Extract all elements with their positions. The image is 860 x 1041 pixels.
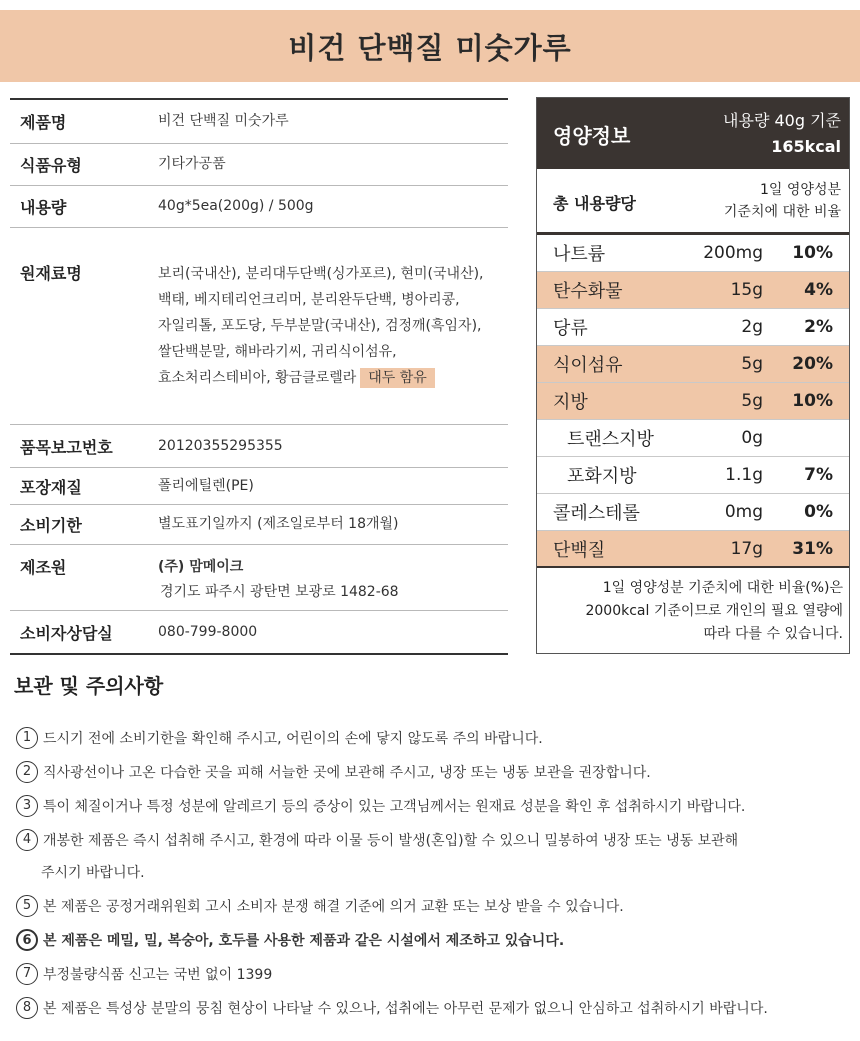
nutrient-pct: 10% (792, 391, 833, 411)
nutrient-name: 콜레스테롤 (553, 503, 640, 524)
ingredients-line: 보리(국내산), 분리대두단백(싱가포르), 현미(국내산), (158, 266, 484, 282)
info-row-expiry (10, 505, 508, 545)
note-text: 본 제품은 메밀, 밀, 복숭아, 호두를 사용한 제품과 같은 시설에서 제조하고 있습니다. (43, 933, 565, 949)
nutrient-row (537, 309, 849, 346)
nutrient-row (537, 383, 849, 420)
info-label: 포장재질 (20, 477, 82, 497)
note-item (16, 993, 846, 1025)
nutrient-name: 트랜스지방 (567, 429, 654, 450)
nutrition-subheader (537, 169, 849, 235)
note-text-line: 주시기 바랍니다. (41, 865, 145, 881)
note-text (43, 825, 846, 889)
info-label: 소비기한 (20, 516, 82, 535)
nutrient-name: 나트륨 (553, 244, 606, 265)
nutrient-row (537, 531, 849, 568)
info-value: 40g*5ea(200g) / 500g (158, 198, 314, 214)
info-value: 080-799-8000 (158, 623, 258, 640)
ingredients-value (158, 261, 508, 391)
note-item (16, 791, 846, 823)
nutrient-name: 지방 (553, 392, 588, 413)
info-label: 제조원 (20, 558, 67, 577)
nutrition-amount (723, 108, 841, 160)
nutrient-pct: 0% (804, 502, 833, 522)
ingredients-line: 백태, 베지테리언크리머, 분리완두단백, 병아리콩, (158, 292, 460, 308)
info-row-type (10, 144, 508, 186)
nutrition-panel (536, 97, 850, 654)
note-text-line: 개봉한 제품은 즉시 섭취해 주시고, 환경에 따라 이물 등이 발생(혼입)할 수 있으니 밀봉하여 냉장 또는 냉동 보관해 (43, 833, 739, 849)
note-item (16, 959, 846, 991)
nutrient-row (537, 457, 849, 494)
info-value: 20120355295355 (158, 437, 283, 454)
info-value: 폴리에틸렌(PE) (158, 477, 254, 494)
nutrient-qty: 0mg (724, 502, 763, 522)
ingredients-line (158, 365, 508, 391)
footnote-line: 2000kcal 기준이므로 개인의 필요 열량에 (585, 603, 843, 619)
info-value: 별도표기일까지 (제조일로부터 18개월) (158, 516, 399, 532)
nutrient-qty: 5g (741, 354, 763, 374)
info-value: 비건 단백질 미숫가루 (158, 113, 289, 129)
nutrient-pct: 20% (792, 354, 833, 374)
ingredients-line-text: 효소처리스테비아, 황금클로렐라 (158, 370, 357, 386)
note-number: 8 (16, 997, 38, 1019)
info-label: 제품명 (20, 113, 67, 132)
nutrient-qty: 0g (741, 428, 763, 448)
note-number: 2 (16, 761, 38, 783)
nutrient-qty: 5g (741, 391, 763, 411)
nutrient-pct: 7% (804, 465, 833, 485)
nutrient-pct: 31% (792, 538, 833, 559)
ingredients-line: 쌀단백분말, 해바라기씨, 귀리식이섬유, (158, 344, 397, 360)
daily-ratio-line: 기준치에 대한 비율 (723, 204, 841, 220)
note-text: 드시기 전에 소비기한을 확인해 주시고, 어린이의 손에 닿지 않도록 주의 바랍니다. (43, 731, 543, 747)
info-row-name (10, 100, 508, 144)
nutrient-qty: 15g (730, 280, 763, 300)
nutrient-row (537, 235, 849, 272)
note-text: 본 제품은 특성상 분말의 뭉침 현상이 나타날 수 있으나, 섭취에는 아무런 문제가 없으니 안심하고 섭취하시기 바랍니다. (43, 1001, 768, 1017)
nutrient-name: 당류 (553, 318, 588, 339)
info-label: 품목보고번호 (20, 437, 113, 457)
info-row-package (10, 468, 508, 505)
nutrient-pct: 2% (804, 317, 833, 337)
note-item (16, 825, 846, 889)
info-value: 기타가공품 (158, 156, 226, 172)
note-number: 3 (16, 795, 38, 817)
allergen-badge: 대두 함유 (360, 368, 435, 388)
note-number: 5 (16, 895, 38, 917)
daily-ratio-label (724, 179, 841, 223)
footnote-line: 따라 다를 수 있습니다. (703, 626, 843, 642)
note-text: 본 제품은 공정거래위원회 고시 소비자 분쟁 해결 기준에 의거 교환 또는 보상 받을 수 있습니다. (43, 899, 624, 915)
info-row-volume (10, 186, 508, 228)
nutrient-name: 탄수화물 (553, 281, 623, 302)
nutrient-qty: 2g (741, 317, 763, 337)
nutrient-pct: 4% (804, 280, 833, 300)
note-text: 부정불량식품 신고는 국번 없이 1399 (43, 967, 273, 983)
note-number: 1 (16, 727, 38, 749)
product-info-table (10, 98, 508, 655)
maker-address: 경기도 파주시 광탄면 보광로 1482-68 (160, 584, 399, 600)
info-label: 원재료명 (20, 264, 82, 283)
maker-name: (주) 맘메이크 (158, 559, 244, 575)
title-banner (0, 10, 860, 82)
nutrient-row (537, 272, 849, 309)
footnote-line: 1일 영양성분 기준치에 대한 비율(%)은 (602, 580, 843, 596)
note-number: 6 (16, 929, 38, 951)
nutrition-serving: 내용량 40g 기준 (723, 111, 841, 130)
nutrient-qty: 1.1g (725, 465, 763, 485)
notes-list (16, 723, 846, 1027)
nutrient-qty: 200mg (703, 243, 763, 263)
notes-title: 보관 및 주의사항 (14, 674, 164, 698)
info-label: 내용량 (20, 198, 67, 217)
note-number: 4 (16, 829, 38, 851)
nutrient-name: 포화지방 (567, 466, 637, 487)
nutrient-row (537, 494, 849, 531)
daily-ratio-line: 1일 영양성분 (760, 182, 841, 198)
nutrition-kcal: 165kcal (771, 137, 841, 156)
maker-value (158, 555, 508, 605)
nutrient-name: 식이섬유 (553, 355, 623, 376)
note-text: 직사광선이나 고온 다습한 곳을 피해 서늘한 곳에 보관해 주시고, 냉장 또는 냉동 보관을 권장합니다. (43, 765, 651, 781)
nutrition-title: 영양정보 (553, 124, 631, 148)
nutrient-pct: 10% (792, 243, 833, 263)
page-title: 비건 단백질 미숫가루 (288, 30, 572, 65)
info-row-report (10, 425, 508, 468)
ingredients-line: 자일리톨, 포도당, 두부분말(국내산), 검정깨(흑임자), (158, 318, 482, 334)
nutrition-header (537, 98, 849, 169)
nutrient-row (537, 420, 849, 457)
info-row-maker (10, 545, 508, 611)
info-label: 소비자상담실 (20, 623, 113, 643)
note-item (16, 723, 846, 755)
note-number: 7 (16, 963, 38, 985)
note-text: 특이 체질이거나 특정 성분에 알레르기 등의 증상이 있는 고객님께서는 원재료 성분을 확인 후 섭취하시기 바랍니다. (43, 799, 746, 815)
info-row-ingredients (10, 228, 508, 425)
note-item (16, 925, 846, 957)
per-total-label: 총 내용량당 (553, 194, 636, 213)
note-item (16, 891, 846, 923)
nutrient-qty: 17g (730, 538, 763, 559)
nutrient-row (537, 346, 849, 383)
nutrition-footnote (537, 568, 849, 646)
info-label: 식품유형 (20, 156, 82, 175)
nutrient-name: 단백질 (553, 539, 606, 561)
note-item (16, 757, 846, 789)
info-row-cs (10, 611, 508, 655)
